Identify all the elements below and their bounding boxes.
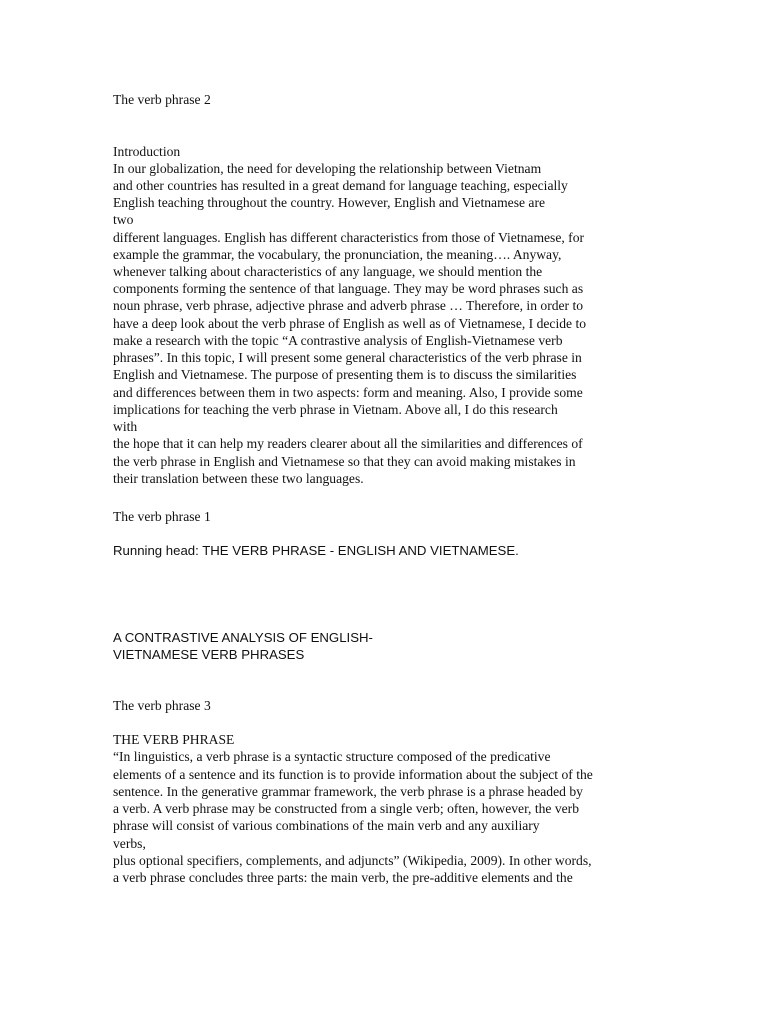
body-line: phrase will consist of various combinations of the main verb and any auxiliary [113,818,540,833]
document-title-line-1: A CONTRASTIVE ANALYSIS OF ENGLISH- [113,630,373,645]
page-header-2: The verb phrase 2 [113,92,211,107]
body-line: sentence. In the generative grammar framework, the verb phrase is a phrase headed by [113,784,583,799]
intro-line: the verb phrase in English and Vietnamese so that they can avoid making mistakes in [113,454,576,469]
intro-line: In our globalization, the need for developing the relationship between Vietnam [113,161,542,176]
intro-line: different languages. English has different characteristics from those of Vietnamese, for [113,230,585,245]
body-line: plus optional specifiers, complements, and adjuncts” (Wikipedia, 2009). In other words, [113,853,592,868]
body-line: a verb. A verb phrase may be constructed from a single verb; often, however, the verb [113,801,580,816]
intro-line: have a deep look about the verb phrase of English as well as of Vietnamese, I decide to [113,316,587,331]
intro-line: make a research with the topic “A contrastive analysis of English-Vietnamese verb [113,333,563,348]
body-line: “In linguistics, a verb phrase is a syntactic structure composed of the predicative [113,749,551,764]
intro-line: their translation between these two languages. [113,471,364,486]
intro-line: English and Vietnamese. The purpose of presenting them is to discuss the similarities [113,367,577,382]
intro-line: English teaching throughout the country. However, English and Vietnamese are [113,195,546,210]
introduction-heading: Introduction [113,144,181,159]
intro-line: noun phrase, verb phrase, adjective phrase and adverb phrase … Therefore, in order to [113,298,584,313]
intro-line: components forming the sentence of that language. They may be word phrases such as [113,281,584,296]
intro-line: with [113,419,138,434]
intro-line: implications for teaching the verb phrase in Vietnam. Above all, I do this research [113,402,558,417]
body-line: a verb phrase concludes three parts: the main verb, the pre-additive elements and the [113,870,573,885]
verb-phrase-heading: THE VERB PHRASE [113,732,235,747]
intro-line: and differences between them in two aspects: form and meaning. Also, I provide some [113,385,583,400]
document-title-line-2: VIETNAMESE VERB PHRASES [113,647,305,662]
intro-line: whenever talking about characteristics of any language, we should mention the [113,264,543,279]
intro-line: example the grammar, the vocabulary, the pronunciation, the meaning…. Anyway, [113,247,562,262]
intro-line: and other countries has resulted in a great demand for language teaching, especially [113,178,568,193]
intro-line: the hope that it can help my readers clearer about all the similarities and differences of [113,436,583,451]
running-head: Running head: THE VERB PHRASE - ENGLISH AND VIETNAMESE. [113,543,519,558]
intro-line: two [113,212,134,227]
body-line: elements of a sentence and its function is to provide information about the subject of the [113,767,593,782]
body-line: verbs, [113,836,146,851]
page-header-3: The verb phrase 3 [113,698,211,713]
page-header-1: The verb phrase 1 [113,509,211,524]
intro-line: phrases”. In this topic, I will present some general characteristics of the verb phrase in [113,350,582,365]
